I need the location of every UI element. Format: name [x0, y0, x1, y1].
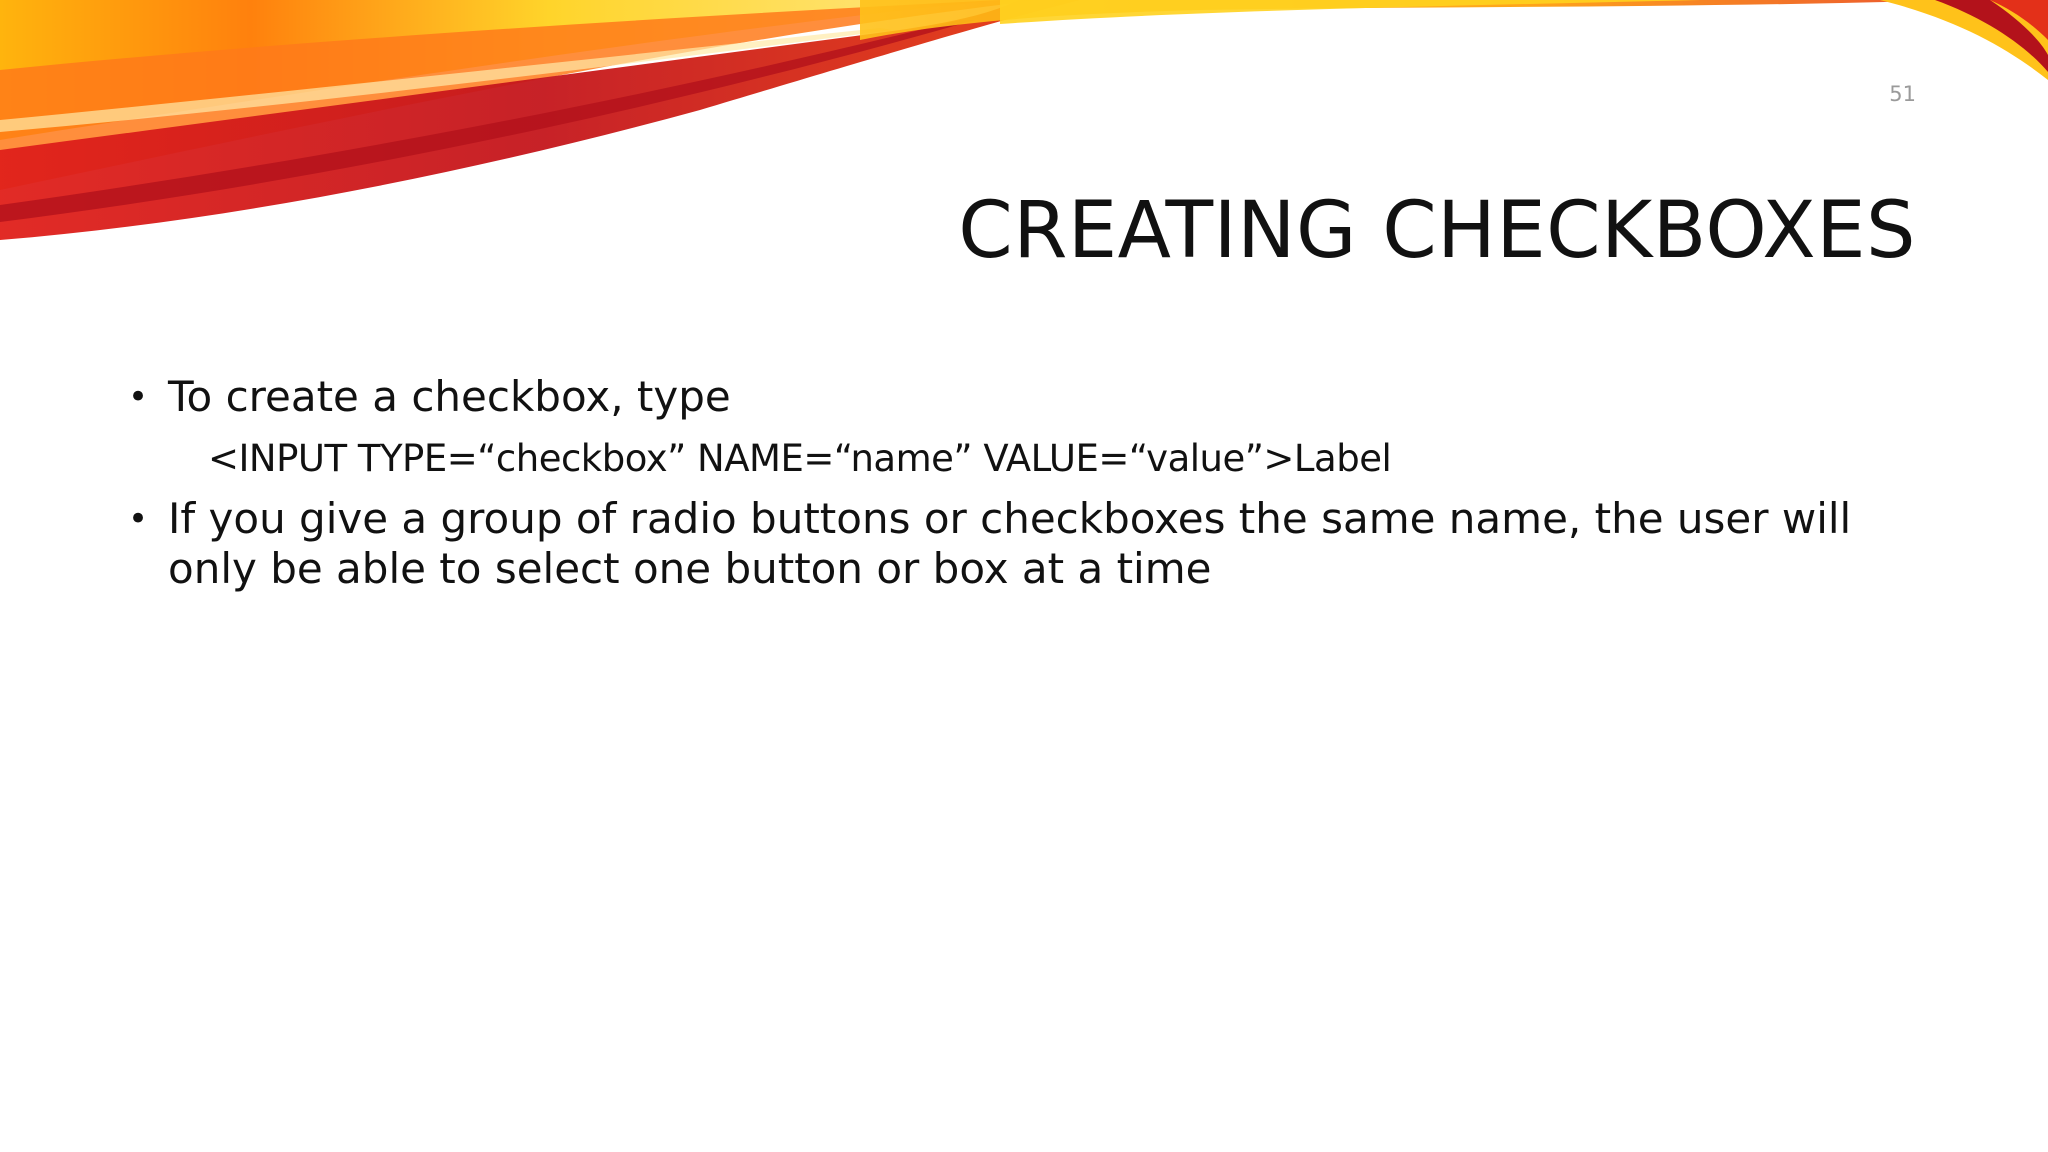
bullet-text: To create a checkbox, type	[168, 372, 731, 421]
bullet-text: If you give a group of radio buttons or checkboxes the same name, the user will only be able to select one button or box at a time	[168, 494, 1852, 593]
slide-number: 51	[1889, 82, 1916, 106]
bullet-item	[128, 372, 1908, 422]
bullet-dot-icon: •	[128, 499, 149, 539]
slide-body	[128, 372, 1908, 608]
code-example: <INPUT TYPE=“checkbox” NAME=“name” VALUE=“value”>Label	[208, 437, 1392, 480]
bullet-dot-icon: •	[128, 377, 149, 417]
bullet-item	[128, 494, 1908, 594]
slide-title: CREATING CHECKBOXES	[958, 186, 1916, 276]
